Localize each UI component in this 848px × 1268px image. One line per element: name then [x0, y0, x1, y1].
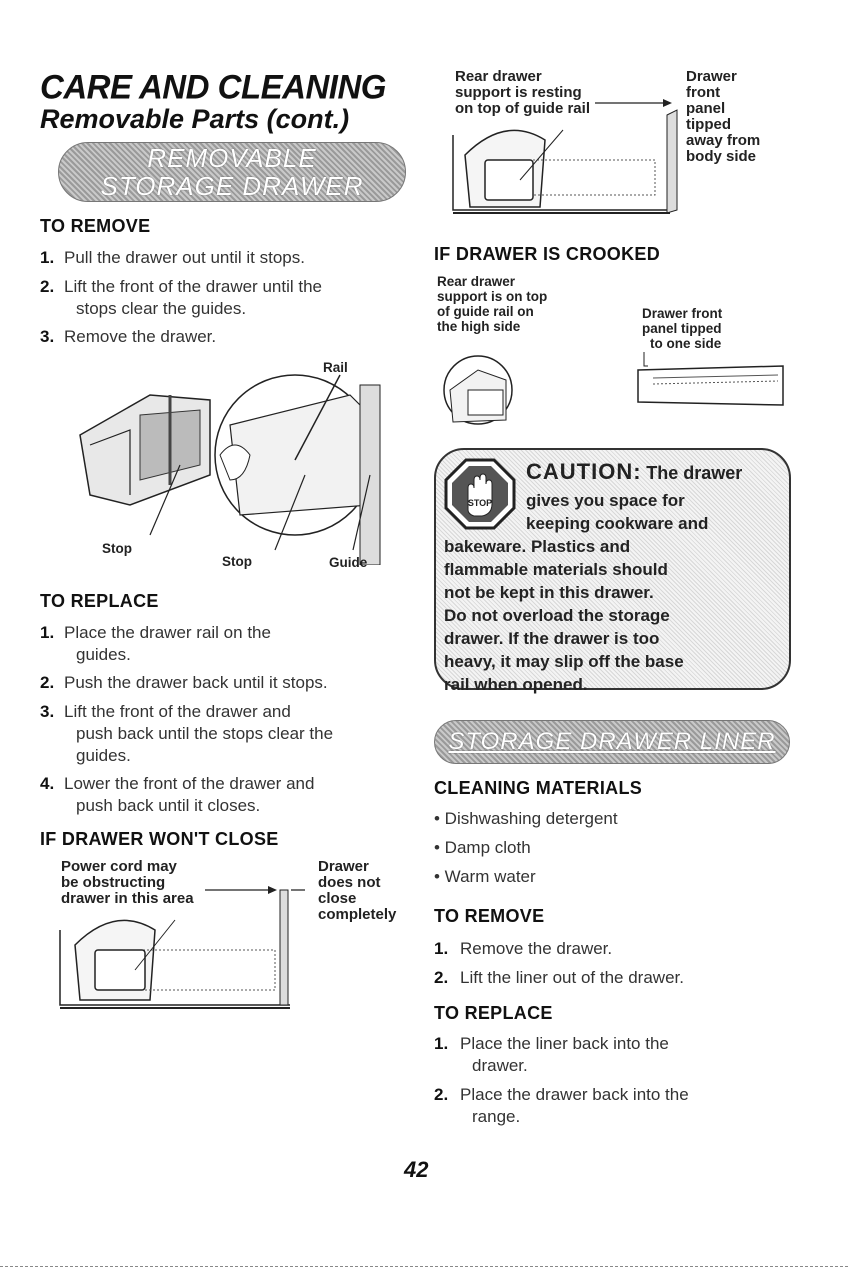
step-text: drawer. [472, 1056, 528, 1075]
label-line: support is resting [455, 84, 582, 101]
label-line: the high side [437, 319, 521, 334]
step-text: stops clear the guides. [76, 299, 247, 318]
stop-label: Stop [102, 541, 132, 556]
to-replace-heading: TO REPLACE [40, 591, 159, 611]
step-text: Remove the drawer. [460, 939, 613, 958]
step-number: 2. [40, 673, 55, 692]
label-line: panel [686, 100, 726, 117]
material-item: • Dishwashing detergent [434, 809, 618, 828]
step-text: push back until the stops clear the [76, 724, 334, 743]
label-line: of guide rail on [437, 304, 534, 319]
banner-line-1: REMOVABLE [147, 143, 317, 173]
step-number: 4. [40, 774, 55, 793]
label-line: Drawer front [642, 306, 723, 321]
step-text: Lift the front of the drawer until the [64, 277, 322, 296]
step-number: 2. [40, 277, 55, 296]
step-number: 1. [40, 623, 55, 642]
label-line: tipped [686, 116, 731, 133]
step-number: 1. [434, 1034, 449, 1053]
wont-close-heading: IF DRAWER WON'T CLOSE [40, 829, 279, 849]
page-subtitle: Removable Parts (cont.) [40, 104, 350, 134]
step-number: 3. [40, 702, 55, 721]
label-line: front [686, 84, 721, 101]
label-line: Power cord may [61, 858, 177, 875]
crooked-heading: IF DRAWER IS CROOKED [434, 244, 661, 264]
label-line: drawer in this area [61, 890, 194, 907]
step-text: Lift the front of the drawer and [64, 702, 291, 721]
step-number: 3. [40, 327, 55, 346]
liner-to-remove-heading: TO REMOVE [434, 906, 545, 926]
caution-line: Do not overload the storage [444, 606, 670, 625]
step-number: 1. [434, 939, 449, 958]
drawer-tipped-illustration [445, 95, 685, 220]
step-text: Place the drawer rail on the [64, 623, 271, 642]
step-text: Lift the liner out of the drawer. [460, 968, 684, 987]
removable-storage-drawer-banner [58, 142, 406, 202]
material-item: • Damp cloth [434, 838, 531, 857]
page-bottom-rule [0, 1266, 848, 1267]
step-text: Push the drawer back until it stops. [64, 673, 328, 692]
label-line: completely [318, 906, 397, 923]
caution-line: bakeware. Plastics and [444, 537, 631, 556]
banner-line-2: STORAGE DRAWER [100, 171, 364, 201]
does-not-close-label [318, 859, 396, 923]
stop-label: Stop [222, 554, 252, 569]
page-title: CARE AND CLEANING [40, 67, 386, 106]
caution-line: flammable materials should [444, 560, 668, 579]
label-line: Drawer [686, 68, 737, 85]
stop-hand-icon [444, 458, 516, 530]
step-text: guides. [76, 746, 131, 765]
step-text: Place the drawer back into the [460, 1085, 689, 1104]
label-line: close [318, 890, 357, 907]
label-line: support is on top [437, 289, 548, 304]
label-line: body side [686, 148, 757, 165]
label-line: to one side [650, 336, 722, 351]
rear-support-high-side-label [437, 274, 547, 334]
caution-line: The drawer [646, 463, 743, 483]
drawer-rail-illustration [70, 355, 390, 565]
caution-keyword: CAUTION: [526, 459, 642, 484]
front-panel-tipped-label [686, 69, 760, 165]
step-text: range. [472, 1107, 521, 1126]
to-remove-heading: TO REMOVE [40, 216, 151, 236]
caution-line: gives you space for [526, 491, 685, 510]
caution-line: heavy, it may slip off the base [444, 652, 684, 671]
caution-box [434, 448, 791, 694]
liner-to-replace-heading: TO REPLACE [434, 1003, 553, 1023]
step-text: Place the liner back into the [460, 1034, 669, 1053]
cleaning-materials-heading: CLEANING MATERIALS [434, 778, 643, 798]
page-number: 42 [404, 1157, 429, 1182]
guide-label: Guide [329, 555, 368, 570]
label-line: panel tipped [642, 321, 722, 336]
rail-label: Rail [323, 360, 348, 375]
label-line: does not [318, 874, 381, 891]
label-line: Rear drawer [437, 274, 516, 289]
step-text: Remove the drawer. [64, 327, 217, 346]
label-line: Rear drawer [455, 68, 542, 85]
step-number: 2. [434, 968, 449, 987]
stop-icon-text: STOP [467, 498, 493, 508]
step-text: Lower the front of the drawer and [64, 774, 315, 793]
step-number: 2. [434, 1085, 449, 1104]
caution-line: keeping cookware and [526, 514, 709, 533]
step-number: 1. [40, 248, 55, 267]
label-line: on top of guide rail [455, 100, 590, 117]
label-line: away from [686, 132, 761, 149]
caution-first-line [526, 461, 742, 485]
step-text: Pull the drawer out until it stops. [64, 248, 305, 267]
label-line: Drawer [318, 858, 369, 875]
caution-line: drawer. If the drawer is too [444, 629, 660, 648]
liner-banner-text: STORAGE DRAWER LINER [448, 728, 776, 755]
panel-tipped-side-label [642, 306, 722, 351]
storage-drawer-liner-banner [434, 720, 790, 764]
caution-line: rail when opened. [444, 675, 588, 694]
step-text: guides. [76, 645, 131, 664]
material-item: • Warm water [434, 867, 536, 886]
caution-line: not be kept in this drawer. [444, 583, 654, 602]
drawer-wont-close-illustration [55, 870, 305, 1010]
drawer-crooked-illustration [438, 350, 788, 430]
label-line: be obstructing [61, 874, 166, 891]
step-text: push back until it closes. [76, 796, 261, 815]
